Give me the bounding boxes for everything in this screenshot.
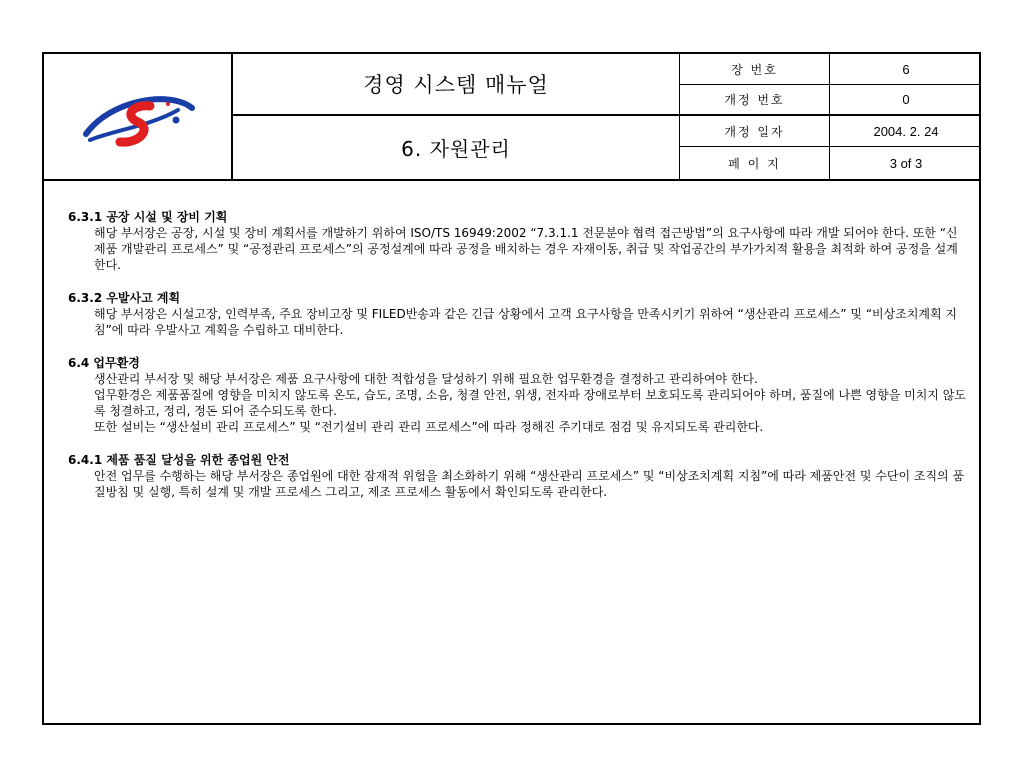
meta-row-chapter-number [680, 54, 981, 85]
meta-value: 0 [902, 92, 910, 107]
document-body [68, 209, 968, 517]
meta-label: 장 번호 [680, 54, 830, 84]
section-paragraph: 해당 부서장은 공장, 시설 및 장비 계획서를 개발하기 위하여 ISO/TS 16949:2002 “7.3.1.1 전문분야 협력 접근방법”의 요구사항에 따라 개발 되어야 한다. 또한 “신제품 개발관리 프로세스” 및 “공정관리 프로세스”의 공정설계에 따라 공정을 배치하는 경우 자재이동, 취급 및 작업공간의 부가가치적 활용을 최적화 하여 공정을 설계한다. [94, 226, 958, 272]
section-paragraph: 업무환경은 제품품질에 영향을 미치지 않도록 온도, 습도, 조명, 소음, 청결 안전, 위생, 전자파 장애로부터 보호되도록 관리되어야 하며, 품질에 나쁜 영향을 미치지 않도록 청결하고, 정리, 정돈 되어 준수되도록 한다. [94, 388, 966, 418]
section-heading: 6.4 업무환경 [68, 356, 140, 370]
section-6-3-2 [68, 290, 968, 338]
section-6-4 [68, 355, 968, 435]
section-heading: 6.4.1 제품 품질 달성을 위한 종업원 안전 [68, 453, 290, 467]
meta-value: 3 of 3 [889, 155, 923, 171]
meta-label: 개정 일자 [680, 116, 830, 146]
section-paragraph: 해당 부서장은 시설고장, 인력부족, 주요 장비고장 및 FILED반송과 같은 긴급 상황에서 고객 요구사항을 만족시키기 위하여 “생산관리 프로세스” 및 “비상조치계획 지침”에 따라 우발사고 계획을 수립하고 대비한다. [94, 307, 958, 337]
section-heading: 6.3.1 공장 시설 및 장비 기획 [68, 210, 228, 224]
meta-row-revision-date [680, 116, 981, 147]
manual-title: 경영 시스템 매뉴얼 [233, 54, 679, 116]
document-frame [42, 52, 981, 725]
meta-label: 페 이 지 [680, 147, 830, 179]
logo-cell [44, 54, 233, 179]
section-6-4-1 [68, 452, 968, 500]
document-meta-table [679, 54, 981, 179]
section-paragraph: 안전 업무를 수행하는 해당 부서장은 종업원에 대한 잠재적 위험을 최소화하기 위해 “생산관리 프로세스” 및 “비상조치계획 지침”에 따라 제품안전 및 수단이 조직의 품질방침 및 실행, 특히 설계 및 개발 프로세스 그리고, 제조 프로세스 활동에서 확인되도록 관리한다. [94, 469, 965, 499]
meta-row-revision-number [680, 85, 981, 116]
company-logo-icon [80, 90, 200, 150]
meta-value: 2004. 2. 24 [873, 123, 939, 139]
meta-value: 6 [902, 61, 910, 77]
meta-row-page [680, 147, 981, 179]
section-paragraph: 또한 설비는 “생산설비 관리 프로세스” 및 “전기설비 관리 관리 프로세스”에 따라 정해진 주기대로 점검 및 유지되도록 관리한다. [94, 420, 764, 434]
section-heading: 6.3.2 우발사고 계획 [68, 291, 181, 305]
document-header [44, 54, 979, 181]
meta-label: 개정 번호 [680, 85, 830, 114]
section-paragraph: 생산관리 부서장 및 해당 부서장은 제품 요구사항에 대한 적합성을 달성하기 위해 필요한 업무환경을 결정하고 관리하여야 한다. [94, 372, 758, 386]
section-6-3-1 [68, 209, 968, 273]
chapter-title: 6. 자원관리 [401, 137, 511, 161]
